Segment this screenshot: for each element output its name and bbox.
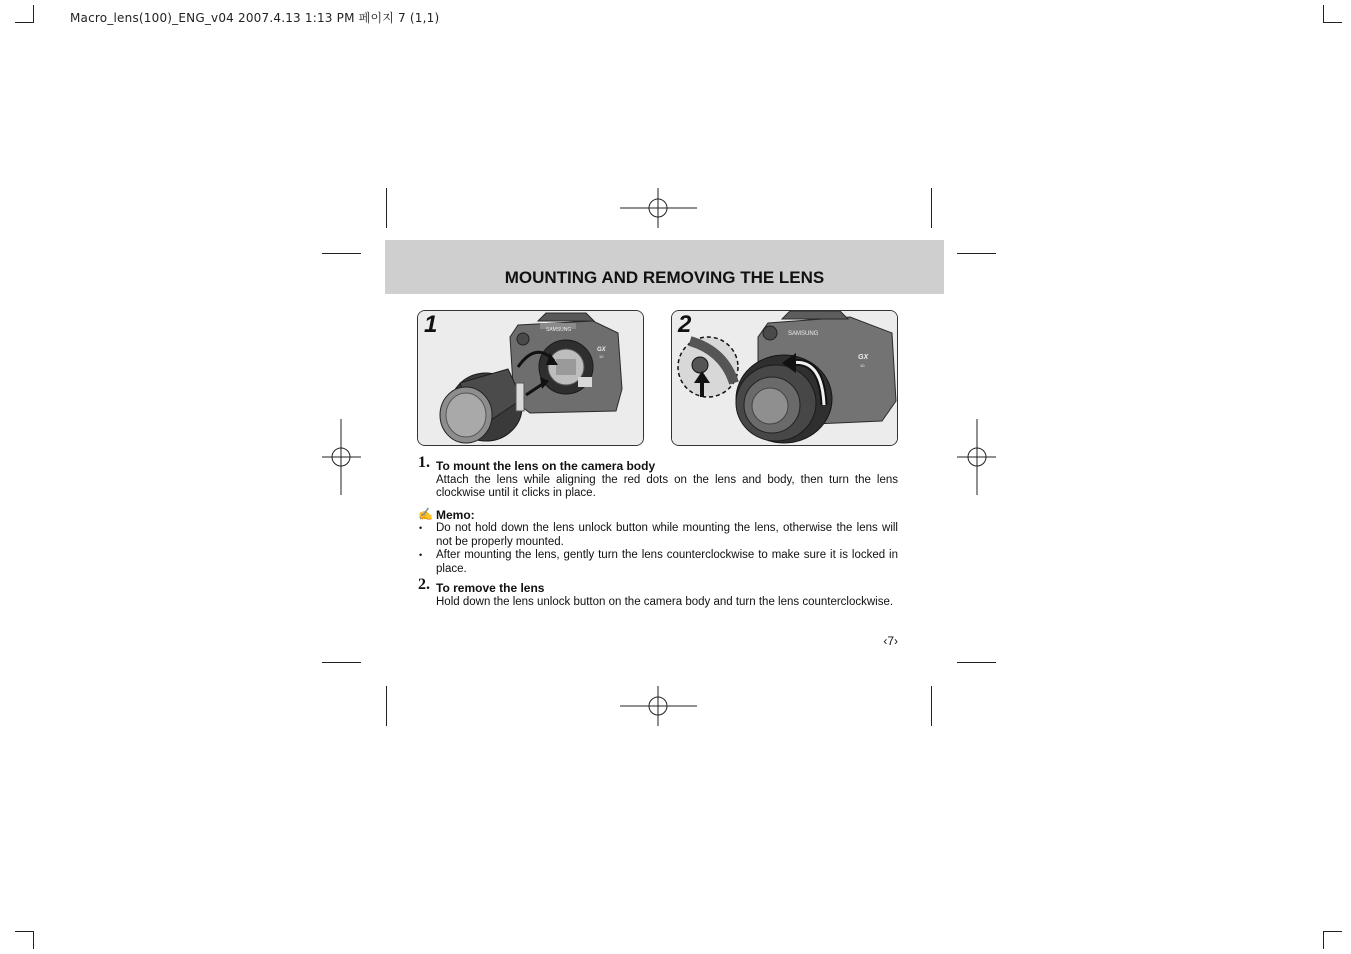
- pencil-memo-icon: ✍: [418, 506, 433, 521]
- memo-label: Memo:: [436, 507, 475, 522]
- step-number: 1.: [418, 454, 430, 471]
- figure-remove-lens: [671, 310, 898, 446]
- camera-mount-illustration: [418, 311, 643, 445]
- brand-label: SAMSUNG: [788, 331, 819, 337]
- step-number: 2.: [418, 576, 430, 593]
- model-label: GX: [858, 354, 869, 361]
- step-title: To mount the lens on the camera body: [436, 459, 656, 473]
- step-remove: [418, 576, 898, 609]
- step-mount: [418, 454, 898, 501]
- step-title: To remove the lens: [436, 581, 545, 595]
- model-sub-label: 10: [599, 354, 604, 359]
- step-body: Attach the lens while aligning the red dots on the lens and body, then turn the lens clockwise until it clicks in place.: [436, 473, 898, 499]
- brand-label: SAMSUNG: [546, 327, 572, 333]
- model-label: GX: [597, 347, 606, 353]
- memo-item: • Do not hold down the lens unlock button while mounting the lens, otherwise the lens will not be properly mounted.: [418, 522, 898, 549]
- figure-number: 1: [424, 311, 438, 338]
- figure-mount-lens: [417, 310, 644, 446]
- camera-remove-illustration: [672, 311, 897, 445]
- memo-box: [418, 506, 898, 577]
- figure-number: 2: [678, 311, 692, 338]
- memo-item: • After mounting the lens, gently turn the lens counterclockwise to make sure it is locked in place.: [418, 549, 898, 576]
- page-title: MOUNTING AND REMOVING THE LENS: [504, 268, 825, 287]
- section-header: [385, 240, 944, 294]
- step-body: Hold down the lens unlock button on the camera body and turn the lens counterclockwise.: [436, 595, 894, 608]
- page-number: ‹7›: [883, 634, 898, 648]
- instructions: [418, 454, 898, 617]
- print-slug: Macro_lens(100)_ENG_v04 2007.4.13 1:13 PM 페이지 7 (1,1): [70, 11, 440, 25]
- model-sub-label: 10: [860, 363, 865, 368]
